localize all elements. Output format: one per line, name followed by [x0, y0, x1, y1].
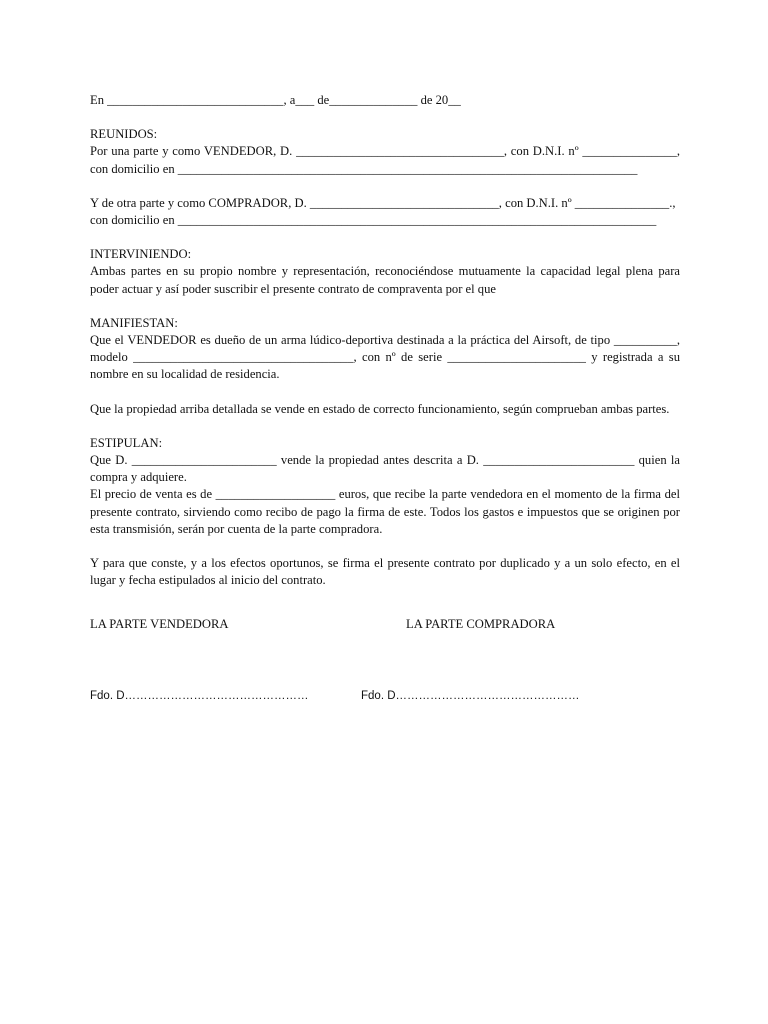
- closing-text-line: Y para que conste, y a los efectos oportunos, se firma el presente contrato por duplicado y a un solo efecto, en el: [90, 556, 680, 571]
- manifiestan-text-line: modelo ___________________________________, con nº de serie ______________________ y registrada a su: [90, 350, 680, 365]
- estipulan-text-line: Que D. _______________________ vende la propiedad antes descrita a D. ________________________ quien la: [90, 453, 680, 468]
- interviniendo-text-line: Ambas partes en su propio nombre y representación, reconociéndose mutuamente la capacidad legal plena para: [90, 264, 680, 279]
- comprador-line: Y de otra parte y como COMPRADOR, D. ______________________________, con D.N.I. nº _______________.,: [90, 195, 676, 210]
- estipulan-text-line: compra y adquiere.: [90, 470, 187, 485]
- place-date-line: En ____________________________, a___ de______________ de 20__: [90, 93, 461, 107]
- compradora-label: LA PARTE COMPRADORA: [406, 617, 556, 631]
- manifiestan-text-line: Que el VENDEDOR es dueño de un arma lúdico-deportiva destinada a la práctica del Airsoft, de tipo __________,: [90, 333, 680, 348]
- estipulan-text-line: presente contrato, sirviendo como recibo de pago la firma de este. Todos los gastos e impuestos que se originen por: [90, 504, 680, 519]
- manifiestan-condition-line: Que la propiedad arriba detallada se vende en estado de correcto funcionamiento, según comprueban ambas partes.: [90, 401, 670, 416]
- closing-text-line: lugar y fecha estipulados al inicio del contrato.: [90, 573, 326, 588]
- interviniendo-heading: INTERVINIENDO:: [90, 247, 192, 262]
- comprador-domicilio-line: con domicilio en ____________________________________________________________________________: [90, 213, 657, 228]
- vendedor-line: Por una parte y como VENDEDOR, D. _________________________________, con D.N.I. nº _______________,: [90, 144, 680, 159]
- reunidos-heading: REUNIDOS:: [90, 127, 158, 142]
- estipulan-text-line: esta transmisión, serán por cuenta de la parte compradora.: [90, 521, 383, 536]
- manifiestan-heading: MANIFIESTAN:: [90, 315, 178, 330]
- estipulan-heading: ESTIPULAN:: [90, 435, 163, 450]
- vendedor-domicilio-line: con domicilio en _________________________________________________________________________: [90, 161, 638, 176]
- vendedora-label: LA PARTE VENDEDORA: [90, 617, 229, 631]
- compradora-signature-line: Fdo. D…………………………………………: [361, 690, 580, 702]
- manifiestan-text-line: nombre en su localidad de residencia.: [90, 367, 280, 382]
- vendedora-signature-line: Fdo. D…………………………………………: [90, 690, 309, 702]
- contract-document: [90, 92, 680, 589]
- interviniendo-text-line: poder actuar y así poder suscribir el presente contrato de compraventa por el que: [90, 281, 496, 296]
- estipulan-text-line: El precio de venta es de ___________________ euros, que recibe la parte vendedora en el momento de la firma del: [90, 487, 680, 502]
